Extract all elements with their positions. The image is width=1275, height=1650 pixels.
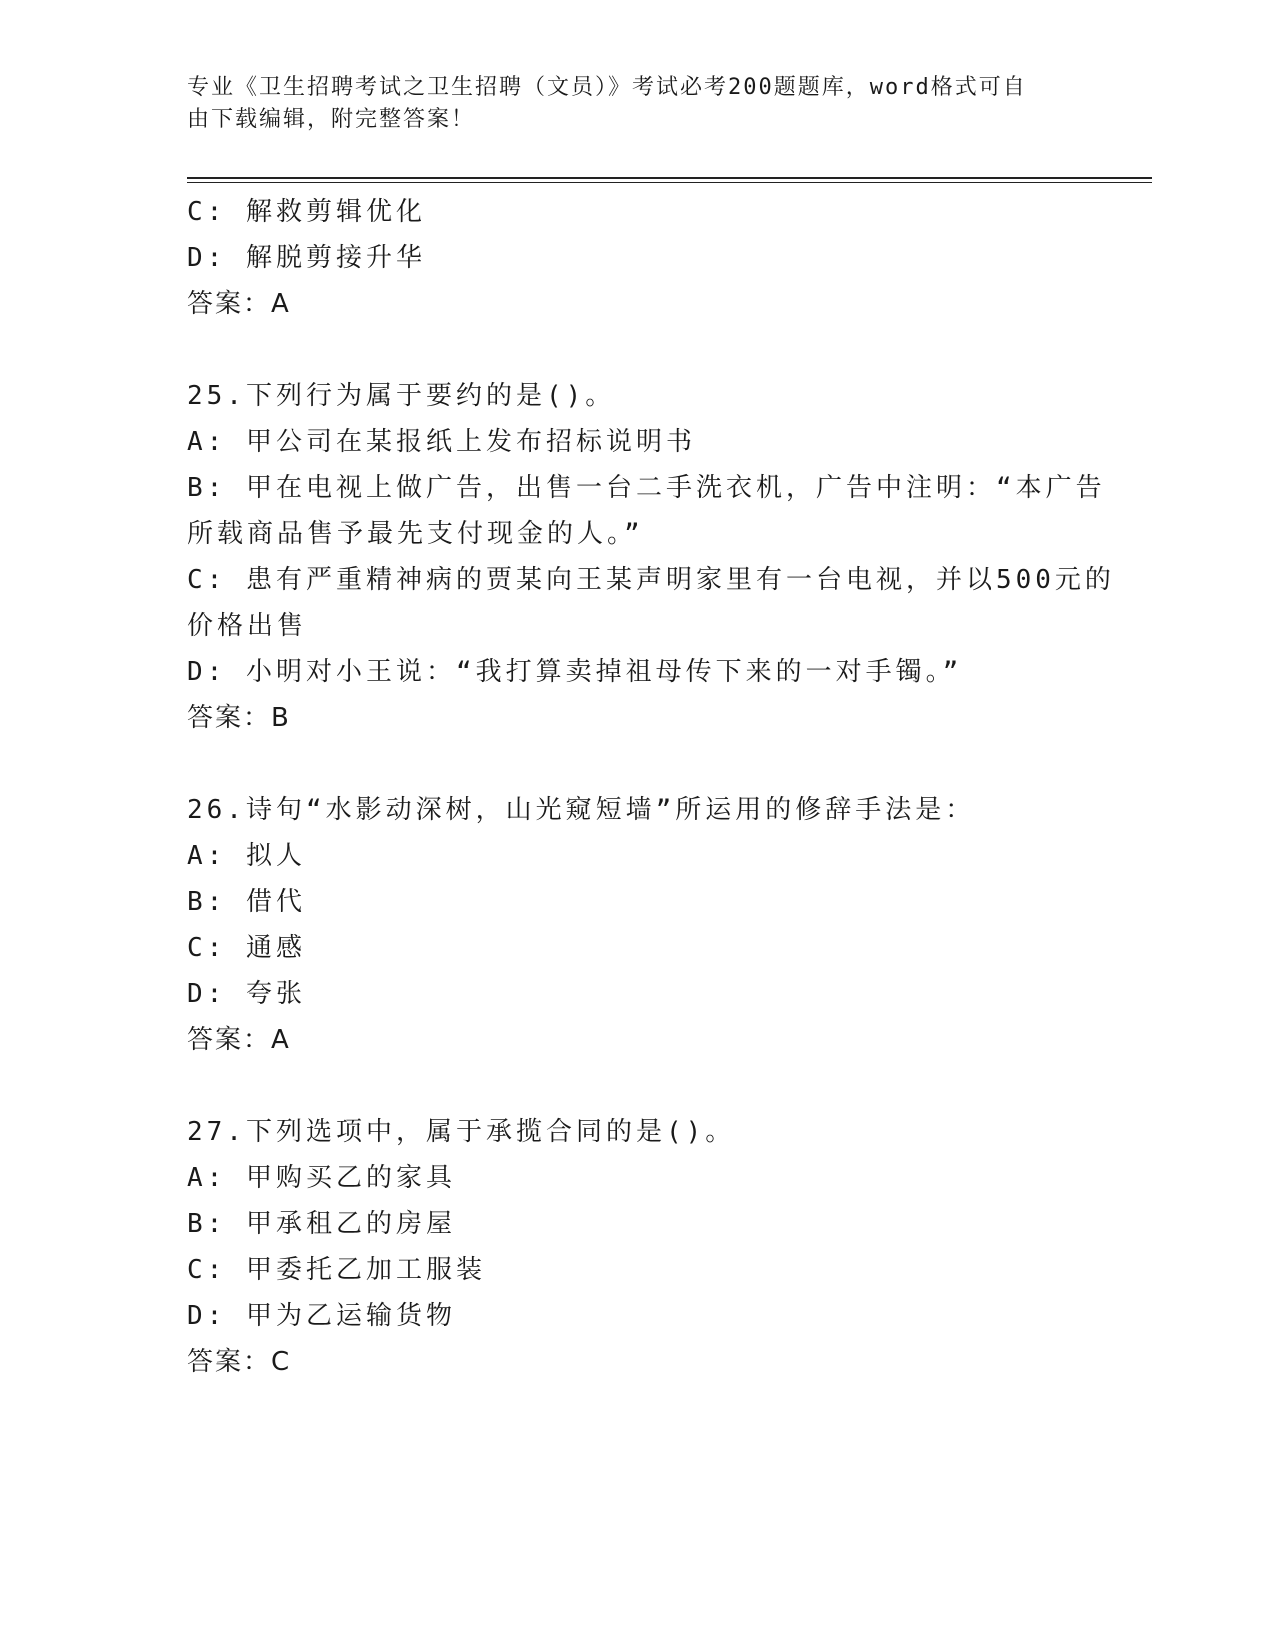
option-d: D: 夸张 bbox=[187, 979, 306, 1009]
document-header bbox=[187, 72, 1087, 136]
question-stem: 25.下列行为属于要约的是()。 bbox=[187, 381, 616, 411]
option-d: D: 甲为乙运输货物 bbox=[187, 1301, 456, 1331]
option-c: C: 解救剪辑优化 bbox=[187, 197, 426, 227]
option-b-continued: 所载商品售予最先支付现金的人。” bbox=[187, 519, 644, 549]
option-a: A: 甲购买乙的家具 bbox=[187, 1163, 456, 1193]
question-stem: 27.下列选项中，属于承揽合同的是()。 bbox=[187, 1117, 736, 1147]
spacer bbox=[187, 327, 1087, 373]
header-line-1: 专业《卫生招聘考试之卫生招聘（文员）》考试必考200题题库，word格式可自 bbox=[187, 75, 1027, 100]
spacer bbox=[187, 1063, 1087, 1109]
option-a: A: 甲公司在某报纸上发布招标说明书 bbox=[187, 427, 696, 457]
document-body bbox=[187, 189, 1115, 1385]
answer-line: 答案：C bbox=[187, 1347, 292, 1377]
header-line-2: 由下载编辑，附完整答案！ bbox=[187, 107, 476, 132]
option-c: C: 甲委托乙加工服装 bbox=[187, 1255, 486, 1285]
answer-line: 答案：B bbox=[187, 703, 291, 733]
question-25 bbox=[187, 373, 1115, 741]
option-b: B: 甲承租乙的房屋 bbox=[187, 1209, 456, 1239]
option-b: B: 借代 bbox=[187, 887, 306, 917]
question-stem: 26.诗句“水影动深树，山光窥短墙”所运用的修辞手法是： bbox=[187, 795, 976, 825]
header-divider-thick bbox=[187, 177, 1152, 179]
answer-line: 答案：A bbox=[187, 1025, 291, 1055]
option-c: C: 通感 bbox=[187, 933, 306, 963]
answer-line: 答案：A bbox=[187, 289, 291, 319]
option-c: C: 患有严重精神病的贾某向王某声明家里有一台电视，并以500元的 bbox=[187, 565, 1115, 595]
option-a: A: 拟人 bbox=[187, 841, 306, 871]
spacer bbox=[187, 741, 1087, 787]
question-26 bbox=[187, 787, 1087, 1063]
question-27 bbox=[187, 1109, 1087, 1385]
option-d: D: 小明对小王说：“我打算卖掉祖母传下来的一对手镯。” bbox=[187, 657, 963, 687]
option-d: D: 解脱剪接升华 bbox=[187, 243, 426, 273]
option-b: B: 甲在电视上做广告，出售一台二手洗衣机，广告中注明：“本广告 bbox=[187, 473, 1106, 503]
question-24-tail bbox=[187, 189, 1087, 327]
option-c-continued: 价格出售 bbox=[187, 611, 308, 641]
header-divider-thin bbox=[187, 182, 1152, 183]
